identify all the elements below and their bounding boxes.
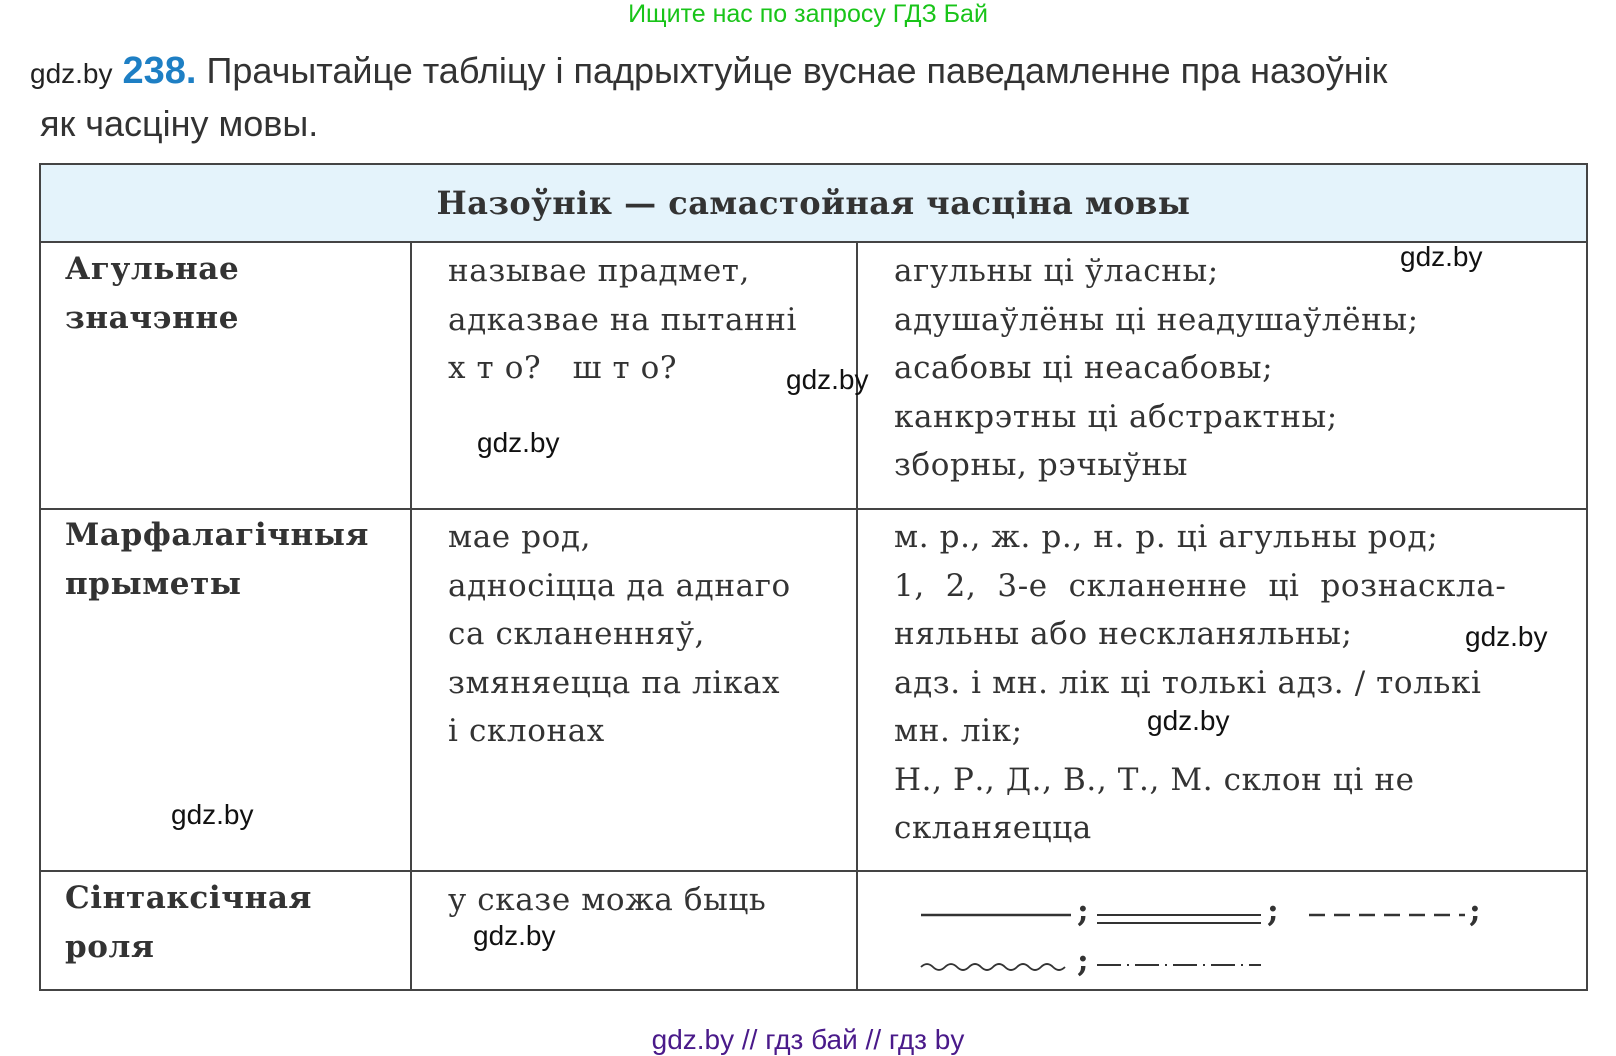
watermark: gdz.by <box>786 364 869 395</box>
column-divider <box>856 241 858 989</box>
row-2-details <box>894 513 1506 853</box>
cell-line: асабовы ці неасабовы; <box>894 350 1274 386</box>
separator: ; <box>1267 891 1279 929</box>
row-divider <box>41 870 1586 872</box>
watermark: gdz.by <box>1400 241 1483 272</box>
sentence-part-underlines <box>881 885 1561 985</box>
cell-line: канкрэтны ці абстрактны; <box>894 398 1338 435</box>
noun-table <box>39 163 1588 991</box>
task-number: 238. <box>122 50 197 92</box>
cell-line: значэнне <box>65 299 240 336</box>
cell-line: адносіцца да аднаго <box>448 567 791 604</box>
row-label-syntactic-role <box>65 874 312 971</box>
cell-line: Сінтаксічная <box>65 880 313 916</box>
cell-line: х т о? ш т о? <box>448 350 678 386</box>
cell-line: няльны або нескланяльны; <box>894 616 1353 652</box>
row-divider <box>41 508 1586 510</box>
cell-line: Марфалагічныя <box>65 517 369 553</box>
row-3-description <box>448 876 766 925</box>
column-divider <box>410 241 412 989</box>
cell-line: называе прадмет, <box>448 253 750 289</box>
separator: ; <box>1469 891 1481 929</box>
cell-line: Агульнае <box>65 251 240 287</box>
cell-line: прыметы <box>65 565 242 602</box>
wavy-underline-icon <box>921 964 1065 970</box>
task-text-line1: Прачытайце табліцу і падрыхтуйце вуснае паведамленне пра назоўнік <box>206 50 1388 91</box>
watermark: gdz.by <box>1147 705 1230 736</box>
separator: ; <box>1077 891 1089 929</box>
cell-line: агульны ці ўласны; <box>894 253 1219 289</box>
watermark: gdz.by <box>1465 621 1548 652</box>
watermark: gdz.by <box>171 799 254 830</box>
double-underline-icon <box>1097 915 1261 923</box>
cell-line: са скланенняў, <box>448 616 705 652</box>
footer-watermark: gdz.by // гдз бай // гдз by <box>651 1024 965 1055</box>
cell-line: адушаўлёны ці неадушаўлёны; <box>894 301 1419 338</box>
row-2-description <box>448 513 791 756</box>
task-text-line2: як часціну мовы. <box>40 103 319 144</box>
ad-banner: Ищите нас по запросу ГДЗ Бай <box>628 0 988 28</box>
cell-line: роля <box>65 928 155 965</box>
cell-line: 1, 2, 3-е скланенне ці рознаскла- <box>894 567 1507 604</box>
watermark: gdz.by <box>473 920 556 951</box>
cell-line: мн. лік; <box>894 713 1023 749</box>
row-1-description <box>448 247 797 393</box>
cell-line: Н., Р., Д., В., Т., М. склон ці не <box>894 761 1415 798</box>
cell-line: м. р., ж. р., н. р. ці агульны род; <box>894 519 1439 555</box>
cell-line: скланяецца <box>894 810 1092 846</box>
cell-line: у сказе можа быць <box>448 882 767 918</box>
task-statement <box>30 46 1596 149</box>
row-label-general-meaning <box>65 245 239 342</box>
cell-line: адз. і мн. лік ці толькі адз. / толькі <box>894 664 1482 701</box>
watermark: gdz.by <box>30 58 113 89</box>
cell-line: зборны, рэчыўны <box>894 447 1189 483</box>
cell-line: змяняецца па ліках <box>448 664 781 701</box>
cell-line: адказвае на пытанні <box>448 301 798 338</box>
separator: ; <box>1077 941 1089 979</box>
table-title: Назоўнік — самастойная часціна мовы <box>41 165 1586 243</box>
cell-line: і склонах <box>448 713 605 749</box>
row-label-morphological <box>65 511 369 608</box>
row-1-details <box>894 247 1419 490</box>
cell-line: мае род, <box>448 519 592 555</box>
watermark: gdz.by <box>477 427 560 458</box>
